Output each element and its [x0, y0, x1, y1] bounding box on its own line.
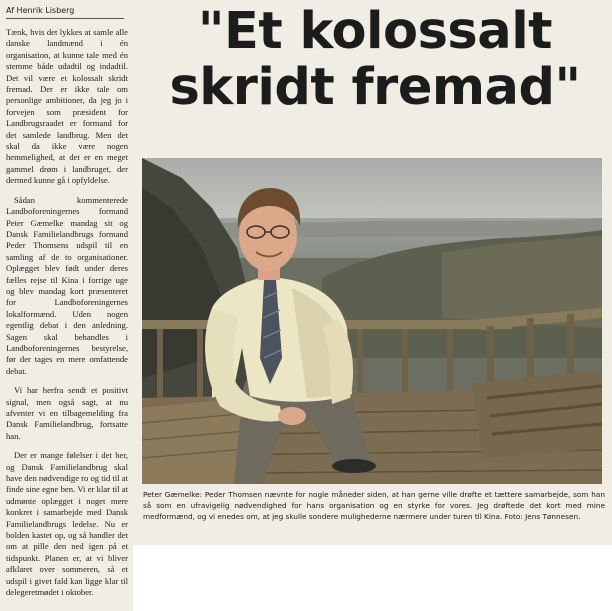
- article-photo: [142, 158, 602, 484]
- headline: [150, 4, 600, 116]
- photo-caption: Peter Gæmelke: Peder Thomsen nævnte for nogle måneder siden, at han gerne ville drøfte et tættere samarbejde, som han så som en ufravigelig nødvendighed for hans organisation og en styrke for vores. Jeg drøftede det kort med mine medformænd, og vi enedes om, at jeg skulle sondere mulighederne nærmere under turen til Kina. Foto: Jens Tønnesen.: [143, 490, 605, 521]
- article-paragraph: Vi har herfra sendt et positivt signal, men også sagt, at nu afventer vi en tilbagemelding fra Dansk Familielandbrug, fortsatte han.: [6, 385, 128, 441]
- article-body: [6, 27, 128, 609]
- bench: [472, 370, 602, 458]
- headline-line-2: skridt fremad": [169, 58, 581, 117]
- hands: [278, 407, 306, 425]
- article-paragraph: Tænk, hvis det lykkes at samle alle danske landmænd i én organisation, at kunne tale med én stemme både udadtil og indadtil. Det vil være et kolossalt skridt fremad. Der er ikke tale om personlige ambitioner, da jeg jo i forvejen som præsident for Landbrugsraadet er formand for det samlede landbrug. Men det skal da ikke være nogen hemmelighed, at det er en meget gammel drøm i landbruget, der dermed kunne gå i opfyldelse.: [6, 27, 128, 186]
- shoe: [332, 459, 376, 473]
- article-paragraph: Sådan kommenterede Landboforeningernes formand Peter Gæmelke mandag sit og Dansk Familielandbrugs formand Peder Thomsens udspil til en samling af de to organisationer. Oplægget blev født under deres fælles rejse til Kina i forrige uge og blev mandag kort præsenteret for Landboforeningernes lokalformænd. Uden nogen egentlig debat i den anledning. Sagen skal behandles i Landboforeningernes bestyrelse, før der tages en mere omfattende debat.: [6, 194, 128, 376]
- headline-line-1: "Et kolossalt: [197, 2, 553, 61]
- blank-margin: [133, 545, 612, 611]
- byline: Af Henrik Lisberg: [6, 6, 124, 19]
- article-paragraph: Der er mange følelser i det her, og Dansk Familielandbrug skal have den nødvendige ro og tid til at finde sine egne ben. Vi er klar til at udmønte oplægget i noget mere konkret i samarbejde med Dansk Familielandbrugs ledelse. Nu er bolden kastet op, og så handler det om at pille den ned igen på et tidspunkt. Planen er, at vi bliver afklaret over sommeren, så et udspil i givet fald kan ligge klar til delegeretmødet i oktober.: [6, 450, 128, 598]
- photo-illustration: [142, 158, 602, 484]
